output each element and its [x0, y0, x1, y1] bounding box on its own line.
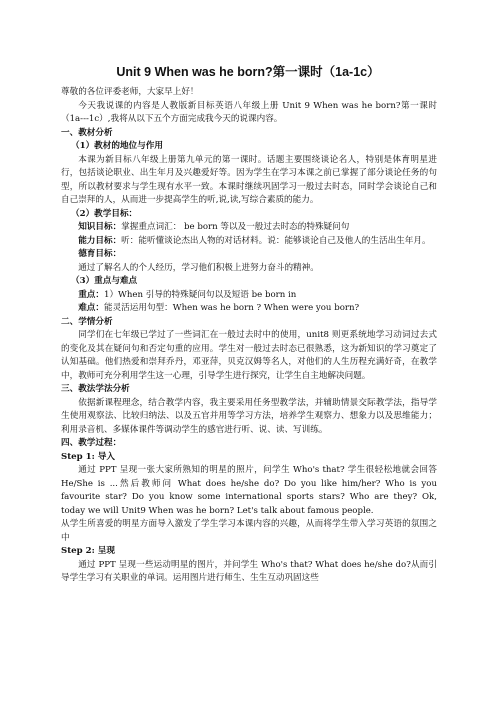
section-heading-textbook-analysis: 一、教材分析 [61, 127, 113, 138]
knowledge-label: 知识目标： [78, 222, 122, 232]
paragraph-methods: 依据新课程理念，结合教学内容，我主要采用任务型教学法，并辅助情景交际教学法，指导学生使用观察法、比较归纳法、以及五官并用等学习方法，培养学生观察力、想象力以及思维能力；利用录音机、多媒体课件等调动学生的感官进行听、说、读、写训练。 [61, 397, 437, 435]
difficult-point [61, 302, 437, 316]
difficult-label: 难点： [78, 303, 104, 313]
step1-note: 从学生所喜爱的明星方面导入激发了学生学习本课内容的兴趣，从而将学生带入学习英语的氛围之中 [61, 519, 437, 543]
goal-ability [61, 235, 437, 249]
paragraph-position-role: 本课为新目标八年级上册第九单元的第一课时。话题主要围绕谈论名人，特别是体育明星进行，包括谈论职业、出生年月及兴趣爱好等。因为学生在学习本课之前已掌握了部分谈论任务的句型，所以教材要求与学生现有水平一致。本课时继续巩固学习一般过去时态，同时学会谈论自己和自己崇拜的人，从而进一步提高学生的听,说,读,写综合素质的能力。 [61, 154, 437, 205]
document-body [61, 86, 437, 586]
section-heading-student-analysis: 二、学情分析 [61, 316, 113, 327]
key-text: 1）When 引导的特殊疑问句以及短语 be born in [103, 289, 297, 300]
document-title: Unit 9 When was he born?第一课时（1a-1c） [116, 65, 380, 79]
section-heading-methods: 三、教法学法分析 [61, 384, 130, 394]
ability-label: 能力目标： [78, 235, 122, 246]
goal-knowledge [61, 221, 437, 235]
subheading-teaching-goals: （2）教学目标： [71, 208, 138, 219]
subheading-position-role: （1）教材的地位与作用 [71, 141, 163, 151]
step2-heading: Step 2: 呈现 [61, 546, 115, 556]
section-heading-process: 四、教学过程： [61, 438, 122, 448]
moral-text: 通过了解名人的个人经历，学习他们积极上进努力奋斗的精神。 [78, 262, 319, 273]
difficult-text: 能灵活运用句型：When was he born ? When were you born? [103, 303, 360, 313]
moral-label: 德育目标： [78, 249, 122, 259]
key-label: 重点： [78, 289, 104, 300]
knowledge-text: 掌握重点词汇： be born 等以及一般过去时态的特殊疑问句 [121, 222, 350, 232]
key-point [61, 289, 437, 303]
step1-paragraph: 通过 PPT 呈现一张大家所熟知的明星的照片，问学生 Who's that? 学生很轻松地就会回答 He/She is ...然后教师问 What does he/she do? Do you like him/her? Who is you favourite star? Do you know some international sports stars? Who are they? Ok, today we will Unit9 When was he born? Let's talk about famous people. [61, 465, 437, 516]
ability-text: 听：能听懂谈论杰出人物的对话材料。说：能够谈论自己及他人的生活出生年月。 [121, 235, 431, 246]
greeting: 尊敬的各位评委老师，大家早上好！ [61, 87, 199, 97]
step1-heading: Step 1: 导入 [61, 451, 115, 462]
step2-paragraph: 通过 PPT 呈现一些运动明星的图片，并问学生 Who's that? What does he/she do?从而引导学生学习有关职业的单词。运用图片进行师生、生生互动巩固这些 [61, 559, 437, 583]
subheading-key-difficult: （3）重点与难点 [71, 276, 138, 286]
intro-paragraph: 今天我说课的内容是人教版新目标英语八年级上册 Unit 9 When was he born?第一课时（1a---1c）,我将从以下五个方面完成我今天的说课内容。 [61, 100, 437, 124]
paragraph-student-analysis: 同学们在七年级已学过了一些词汇在一般过去时中的使用，unit8 则更系统地学习动词过去式的变化及其在疑问句和否定句重的应用。学生对一般过去时态已很熟悉，这为新知识的学习奠定了认知基础。他们热爱和崇拜乔丹，邓亚萍，贝克汉姆等名人，对他们的人生历程充满好奇，在教学中，教师可充分利用学生这一心理，引导学生进行探究，让学生自主地解决问题。 [61, 330, 437, 381]
